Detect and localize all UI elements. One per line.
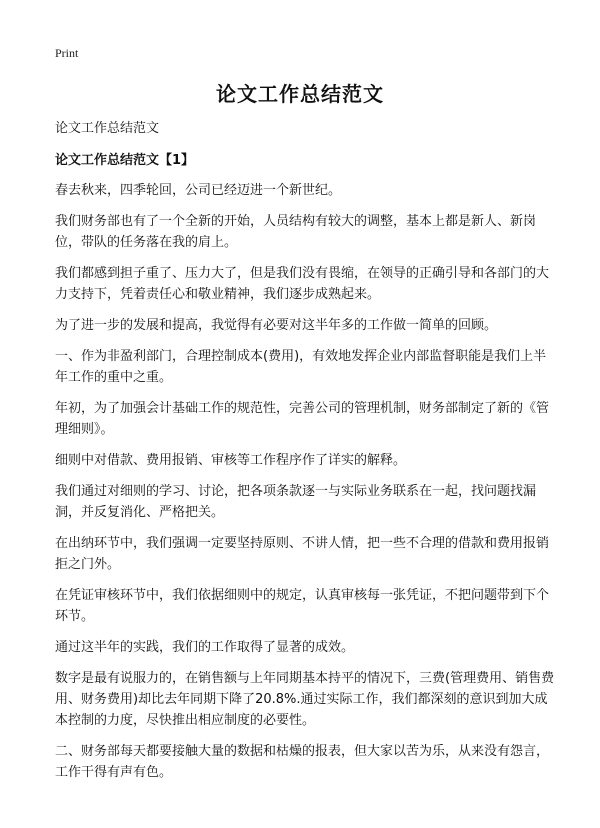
paragraph: 通过这半年的实践，我们的工作取得了显著的成效。 [55,640,355,655]
paragraph: 一、作为非盈利部门，合理控制成本(费用)，有效地发挥企业内部监督职能是我们上半年工作的重中之重。 [55,349,547,385]
paragraph: 数字是最有说服力的，在销售额与上年同期基本持平的情况下，三费(管理费用、销售费用、财务费用)却比去年同期下降了20.8%.通过实际工作，我们都深刻的意识到加大成本控制的力度，尽快推出相应制度的必要性。 [55,671,555,728]
print-link[interactable]: Print [55,46,79,60]
paragraph: 我们都感到担子重了、压力大了，但是我们没有畏缩，在领导的正确引导和各部门的大力支持下，凭着责任心和敬业精神，我们逐步成熟起来。 [55,266,550,302]
paragraph: 我们通过对细则的学习、讨论，把各项条款逐一与实际业务联系在一起，找问题找漏洞，并反复消化、严格把关。 [55,484,537,520]
paragraph: 细则中对借款、费用报销、审核等工作程序作了详实的解释。 [55,453,407,468]
article-body [55,118,555,793]
paragraph: 春去秋来，四季轮回，公司已经迈进一个新世纪。 [55,183,342,198]
paragraph: 年初，为了加强会计基础工作的规范性，完善公司的管理机制，财务部制定了新的《管理细则》。 [55,401,550,437]
article-subtitle: 论文工作总结范文 [55,121,160,136]
page-title: 论文工作总结范文 [216,82,384,106]
paragraph: 二、财务部每天都要接触大量的数据和枯燥的报表，但大家以苦为乐，从来没有怨言，工作干得有声有色。 [55,744,550,780]
paragraph: 在出纳环节中，我们强调一定要坚持原则、不讲人情，把一些不合理的借款和费用报销拒之门外。 [55,536,550,572]
paragraph: 在凭证审核环节中，我们依据细则中的规定，认真审核每一张凭证，不把问题带到下个环节。 [55,588,550,624]
paragraph: 我们财务部也有了一个全新的开始，人员结构有较大的调整，基本上都是新人、新岗位，带队的任务落在我的肩上。 [55,214,537,250]
paragraph: 为了进一步的发展和提高，我觉得有必要对这半年多的工作做一简单的回顾。 [55,318,498,333]
section-heading: 论文工作总结范文【1】 [55,153,195,168]
